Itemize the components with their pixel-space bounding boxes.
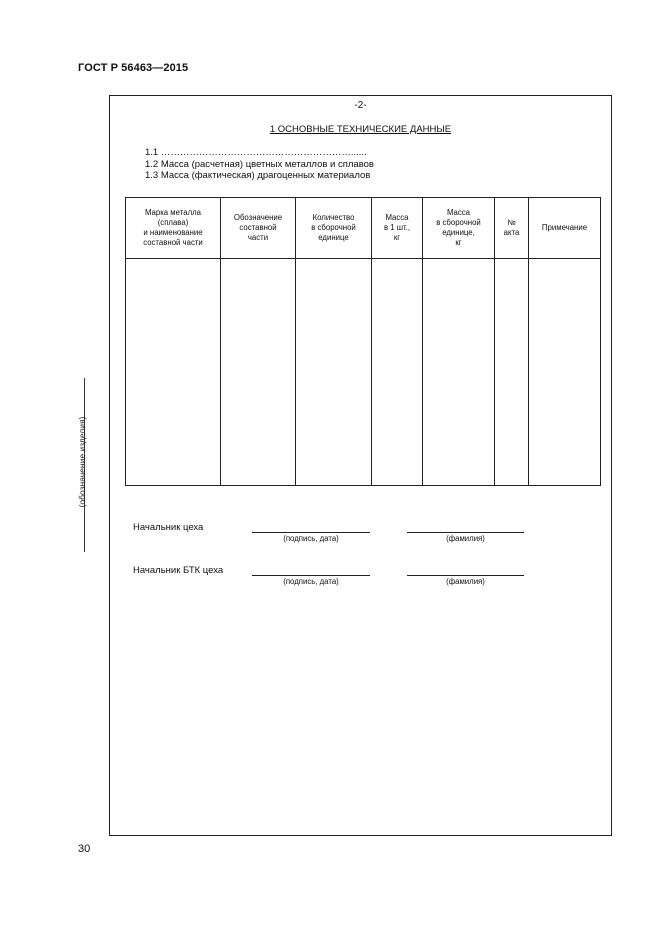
header-note: Примечание bbox=[529, 198, 601, 259]
header-act-number: № акта bbox=[495, 198, 529, 259]
table-cell-part-designation[interactable] bbox=[221, 259, 296, 486]
data-line-1-1: 1.1 ……………………………………………………...... bbox=[145, 147, 367, 158]
signature-date-line[interactable] bbox=[252, 532, 370, 533]
header-part-designation: Обозначение составной части bbox=[221, 198, 296, 259]
form-page-number: -2- bbox=[354, 100, 367, 111]
product-designation-label: (обозначение изделия) bbox=[77, 416, 87, 508]
table-cell-mass-per-assembly[interactable] bbox=[423, 259, 495, 486]
signature-date-caption: (подпись, дата) bbox=[283, 577, 339, 586]
surname-line[interactable] bbox=[407, 575, 524, 576]
section-title: 1 ОСНОВНЫЕ ТЕХНИЧЕСКИЕ ДАННЫЕ bbox=[269, 124, 452, 135]
technical-data-lines bbox=[145, 147, 374, 182]
page-number: 30 bbox=[78, 843, 91, 855]
signature-date-caption: (подпись, дата) bbox=[283, 534, 339, 543]
table-header-row bbox=[126, 198, 601, 259]
header-mass-per-assembly: Масса в сборочной единице, кг bbox=[423, 198, 495, 259]
metals-table bbox=[125, 197, 601, 486]
table-cell-metal-grade[interactable] bbox=[126, 259, 221, 486]
document-header: ГОСТ Р 56463—2015 bbox=[78, 62, 189, 74]
surname-line[interactable] bbox=[407, 532, 524, 533]
signature-label: Начальник цеха bbox=[133, 522, 204, 533]
data-line-1-2: 1.2 Масса (расчетная) цветных металлов и сплавов bbox=[145, 158, 374, 170]
form-frame bbox=[109, 95, 612, 836]
surname-caption: (фамилия) bbox=[446, 577, 485, 586]
table-cell-quantity[interactable] bbox=[296, 259, 372, 486]
header-quantity: Количество в сборочной единице bbox=[296, 198, 372, 259]
table-cell-act-number[interactable] bbox=[495, 259, 529, 486]
header-metal-grade: Марка металла (сплава) и наименование составной части bbox=[126, 198, 221, 259]
data-line-1-3: 1.3 Масса (фактическая) драгоценных материалов bbox=[145, 170, 371, 181]
header-mass-per-unit: Масса в 1 шт., кг bbox=[372, 198, 423, 259]
table-cell-note[interactable] bbox=[529, 259, 601, 486]
surname-caption: (фамилия) bbox=[446, 534, 485, 543]
signature-label: Начальник БТК цеха bbox=[133, 565, 224, 576]
signature-date-line[interactable] bbox=[252, 575, 370, 576]
table-row bbox=[126, 259, 601, 486]
table-cell-mass-per-unit[interactable] bbox=[372, 259, 423, 486]
